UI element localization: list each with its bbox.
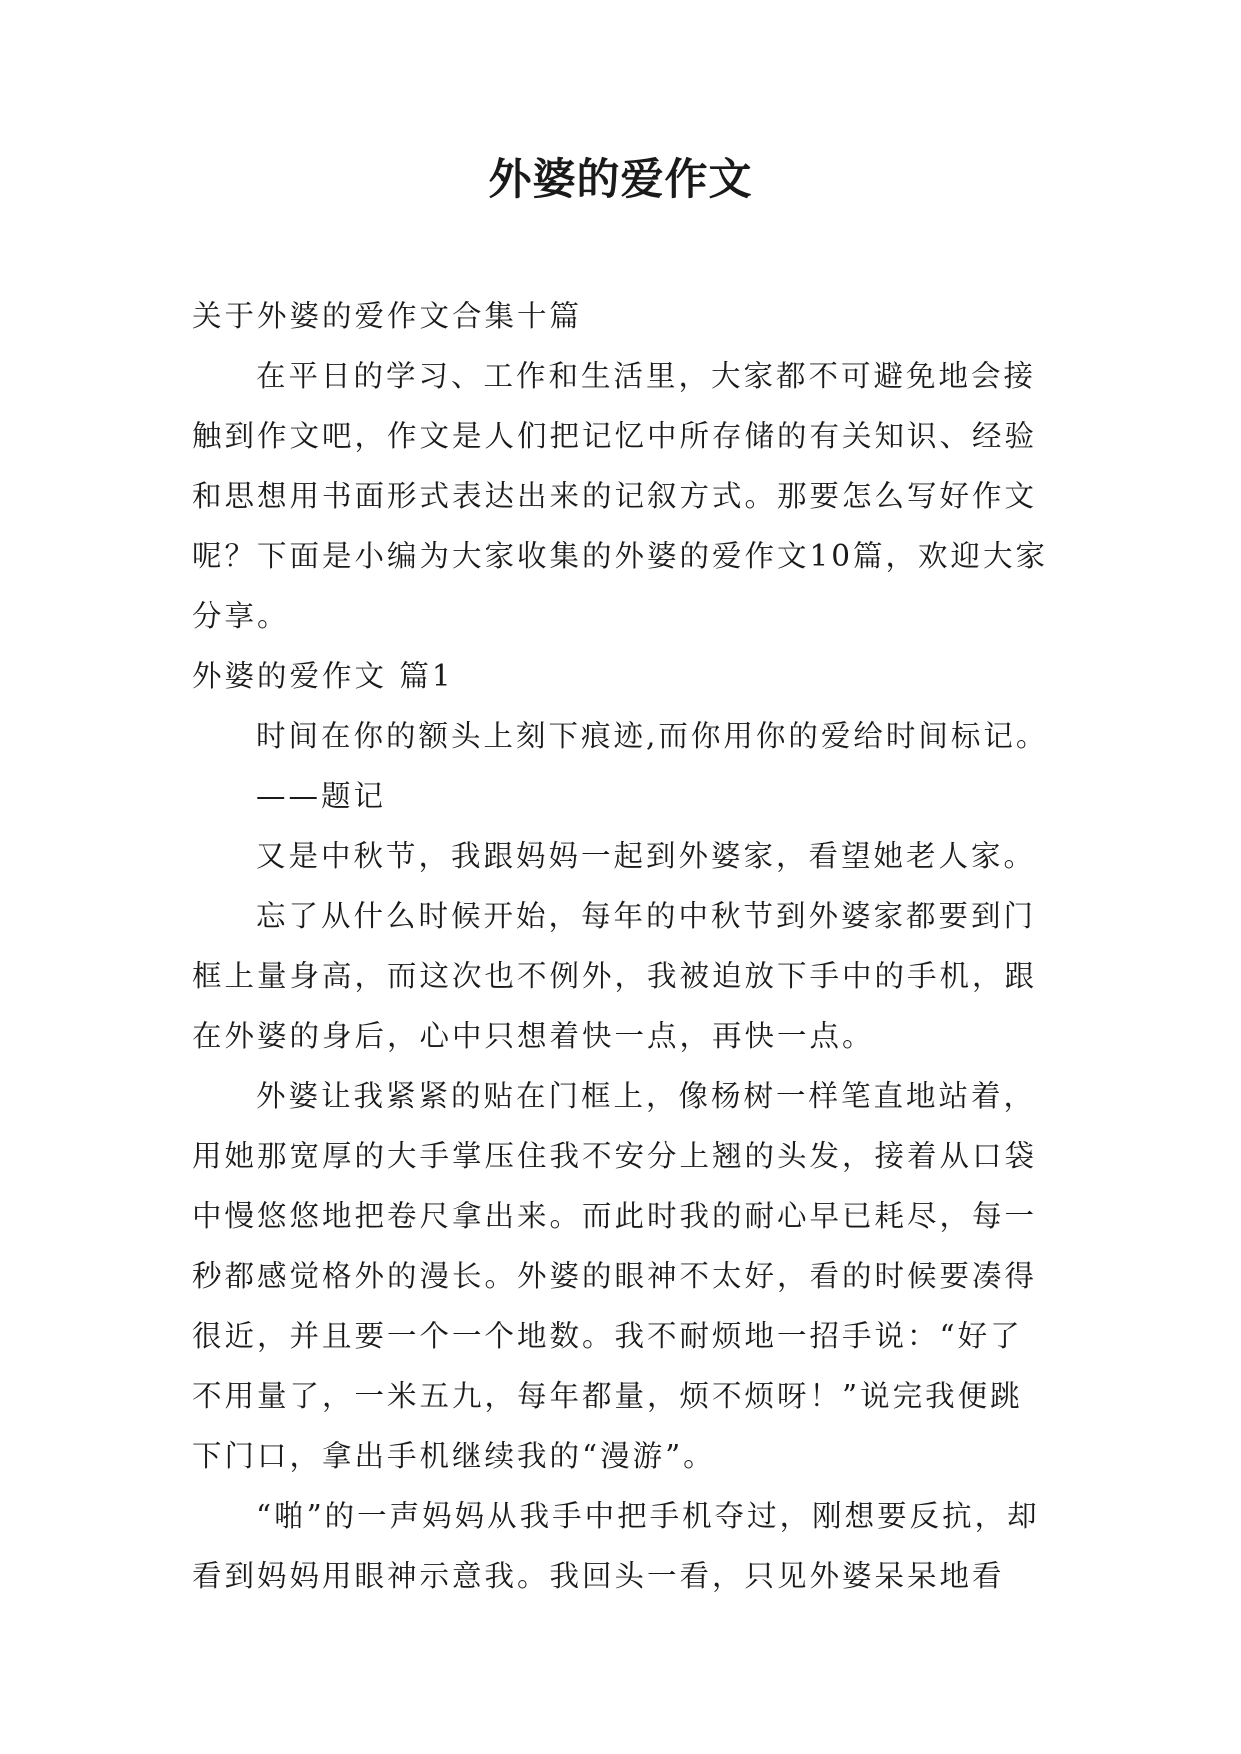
section-heading: 外婆的爱作文 篇1 xyxy=(192,659,454,693)
body-paragraph: “啪”的一声妈妈从我手中把手机夺过，刚想要反抗，却看到妈妈用眼神示意我。我回头一看，只见外婆呆呆地看 xyxy=(192,1499,1040,1593)
document-title: 外婆的爱作文 xyxy=(488,155,753,205)
body-paragraph: 又是中秋节，我跟妈妈一起到外婆家，看望她老人家。 xyxy=(256,839,1037,873)
intro-heading: 关于外婆的爱作文合集十篇 xyxy=(192,299,583,333)
intro-paragraph: 在平日的学习、工作和生活里，大家都不可避免地会接触到作文吧，作文是人们把记忆中所存储的有关知识、经验和思想用书面形式表达出来的记叙方式。那要怎么写好作文呢？下面是小编为大家收集的外婆的爱作文10篇，欢迎大家分享。 xyxy=(192,359,1049,633)
body-paragraph: 外婆让我紧紧的贴在门框上，像杨树一样笔直地站着，用她那宽厚的大手掌压住我不安分上翘的头发，接着从口袋中慢悠悠地把卷尺拿出来。而此时我的耐心早已耗尽，每一秒都感觉格外的漫长。外婆的眼神不太好，看的时候要凑得很近，并且要一个一个地数。我不耐烦地一招手说：“好了不用量了，一米五九，每年都量，烦不烦呀！”说完我便跳下门口，拿出手机继续我的“漫游”。 xyxy=(192,1079,1038,1473)
document-body xyxy=(192,286,1052,1606)
body-paragraph: 忘了从什么时候开始，每年的中秋节到外婆家都要到门框上量身高，而这次也不例外，我被迫放下手中的手机，跟在外婆的身后，心中只想着快一点，再快一点。 xyxy=(192,899,1038,1053)
epigraph: 时间在你的额头上刻下痕迹,而你用你的爱给时间标记。 xyxy=(256,719,1049,753)
epigraph-source: ——题记 xyxy=(256,779,387,813)
